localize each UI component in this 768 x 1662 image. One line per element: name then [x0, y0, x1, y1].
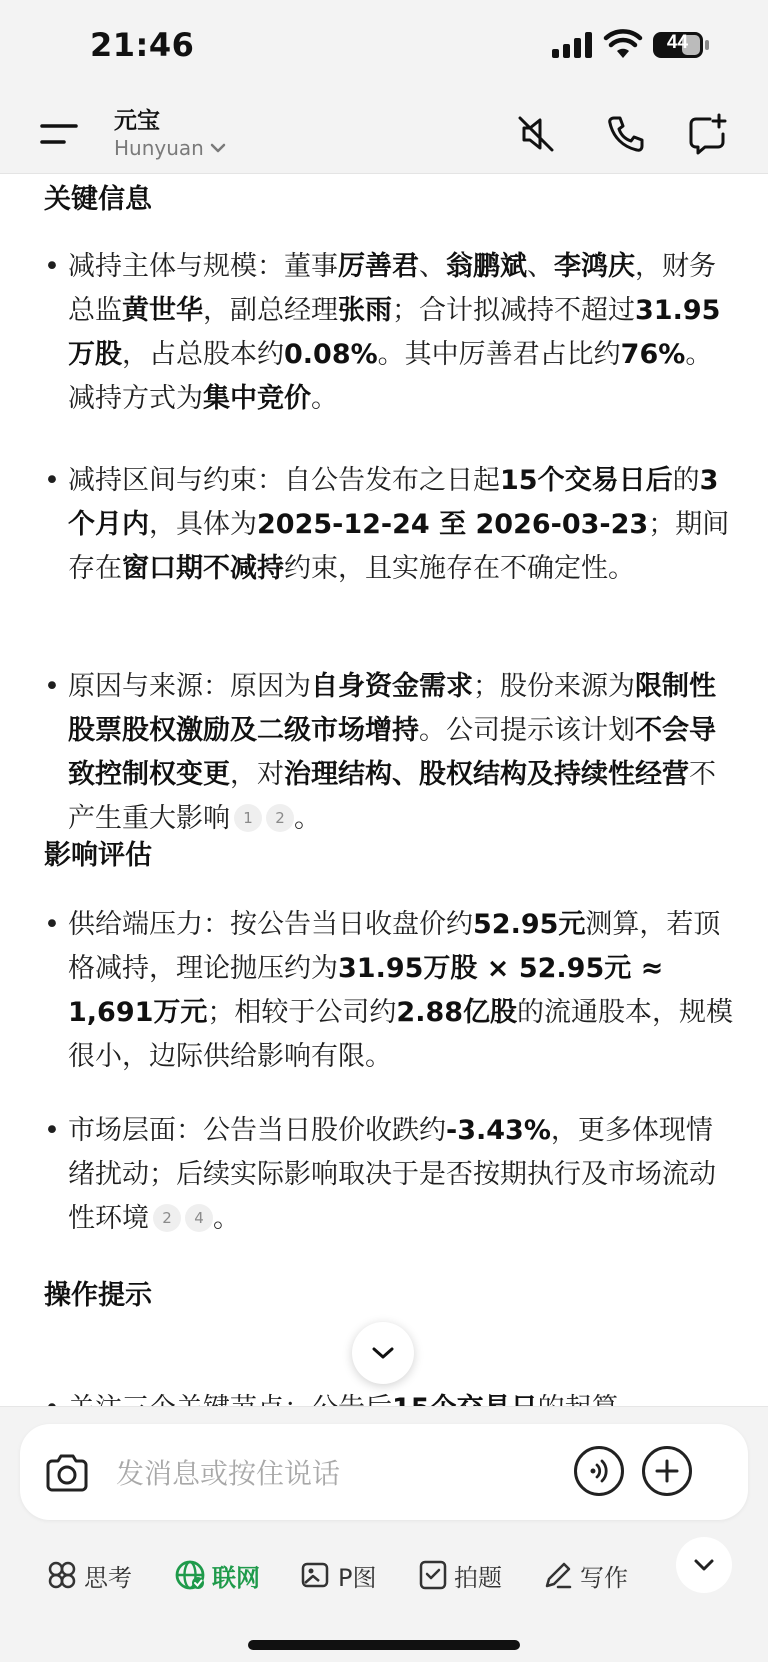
section-title-key-info: 关键信息 — [44, 184, 152, 215]
speaker-off-icon — [514, 112, 558, 156]
question-scan-icon — [418, 1559, 448, 1591]
list-item — [44, 245, 734, 421]
voice-call-button[interactable] — [602, 110, 650, 158]
think-icon — [46, 1559, 78, 1591]
tool-image-edit[interactable] — [300, 1547, 376, 1603]
tool-label: 联网 — [212, 1563, 260, 1592]
new-chat-icon — [686, 112, 730, 156]
bullet-dot: • — [44, 1115, 60, 1146]
tool-label: 拍题 — [454, 1563, 502, 1592]
list-item-text: 减持主体与规模：董事厉善君、翁鹏斌、李鸿庆，财务总监黄世华，副总经理张雨；合计拟减持不超过31.95万股，占总股本约0.08%。其中厉善君占比约76%。减持方式为集中竞价。 — [68, 251, 721, 414]
section-title-operation: 操作提示 — [44, 1280, 152, 1311]
list-item — [44, 665, 734, 841]
tool-label: P图 — [338, 1563, 377, 1592]
list-item-text: 市场层面：公告当日股价收跌约-3.43%，更多体现情绪扰动；后续实际影响取决于是否按期执行及市场流动性环境 2 4 。 — [68, 1115, 716, 1234]
home-indicator — [248, 1640, 520, 1650]
tool-label: 写作 — [580, 1563, 628, 1592]
phone-icon — [604, 112, 648, 156]
mute-speaker-button[interactable] — [512, 110, 560, 158]
image-edit-icon — [300, 1559, 332, 1591]
page-title: 元宝 — [114, 108, 160, 134]
tool-think[interactable] — [46, 1547, 132, 1603]
list-item-text: 原因与来源：原因为自身资金需求；股份来源为限制性股票股权激励及二级市场增持。公司提示该计划不会导致控制权变更，对治理结构、股权结构及持续性经营不产生重大影响 1 2 。 — [68, 671, 716, 834]
chevron-down-icon — [371, 1345, 395, 1361]
plus-icon — [654, 1458, 680, 1484]
camera-icon — [44, 1453, 90, 1493]
list-item — [44, 459, 734, 591]
citation-badge[interactable]: 2 — [153, 1204, 181, 1232]
voice-wave-icon — [585, 1457, 613, 1485]
pen-icon — [542, 1559, 574, 1591]
battery-icon — [652, 31, 710, 59]
camera-button[interactable] — [42, 1448, 92, 1498]
chevron-down-icon — [210, 142, 226, 154]
status-time: 21:46 — [90, 26, 195, 64]
citation-badge[interactable]: 2 — [266, 804, 294, 832]
chat-header — [0, 92, 768, 174]
cellular-signal-icon — [552, 32, 594, 58]
list-item — [44, 1109, 734, 1241]
citation-badge[interactable]: 4 — [185, 1204, 213, 1232]
bullet-dot: • — [44, 251, 60, 282]
tool-bar — [0, 1547, 768, 1607]
tool-writing[interactable] — [542, 1547, 628, 1603]
section-title-impact: 影响评估 — [44, 840, 152, 871]
menu-icon[interactable] — [40, 114, 84, 154]
message-placeholder: 发消息或按住说话 — [116, 1457, 341, 1490]
list-item-text: 减持区间与约束：自公告发布之日起15个交易日后的3个月内，具体为2025-12-24 至 2026-03-23；期间存在窗口期不减持约束，且实施存在不确定性。 — [68, 465, 730, 584]
bullet-dot: • — [44, 671, 60, 702]
model-name: Hunyuan — [114, 136, 204, 160]
voice-mode-button[interactable] — [574, 1446, 624, 1496]
model-selector[interactable] — [114, 136, 226, 160]
new-chat-button[interactable] — [684, 110, 732, 158]
expand-tools-button[interactable] — [676, 1537, 732, 1593]
composer-area — [0, 1406, 768, 1662]
globe-icon — [174, 1559, 206, 1591]
chevron-down-icon — [693, 1558, 715, 1572]
message-input[interactable] — [20, 1424, 748, 1520]
citation-badge[interactable]: 1 — [234, 804, 262, 832]
battery-level: 44 — [666, 32, 689, 53]
status-bar — [0, 0, 768, 92]
tool-label: 思考 — [84, 1563, 132, 1592]
list-item — [44, 903, 734, 1079]
chat-content[interactable] — [0, 175, 768, 1407]
wifi-icon — [604, 30, 642, 60]
tool-web-search[interactable] — [174, 1547, 260, 1603]
scroll-to-bottom-button[interactable] — [352, 1322, 414, 1384]
add-attachment-button[interactable] — [642, 1446, 692, 1496]
list-item-text: 供给端压力：按公告当日收盘价约52.95元测算，若顶格减持，理论抛压约为31.95万股 × 52.95元 ≈ 1,691万元；相较于公司约2.88亿股的流通股本，规模很小，边际供给影响有限。 — [68, 909, 734, 1072]
bullet-dot: • — [44, 465, 60, 496]
tool-scan-question[interactable] — [418, 1547, 502, 1603]
bullet-dot: • — [44, 909, 60, 940]
